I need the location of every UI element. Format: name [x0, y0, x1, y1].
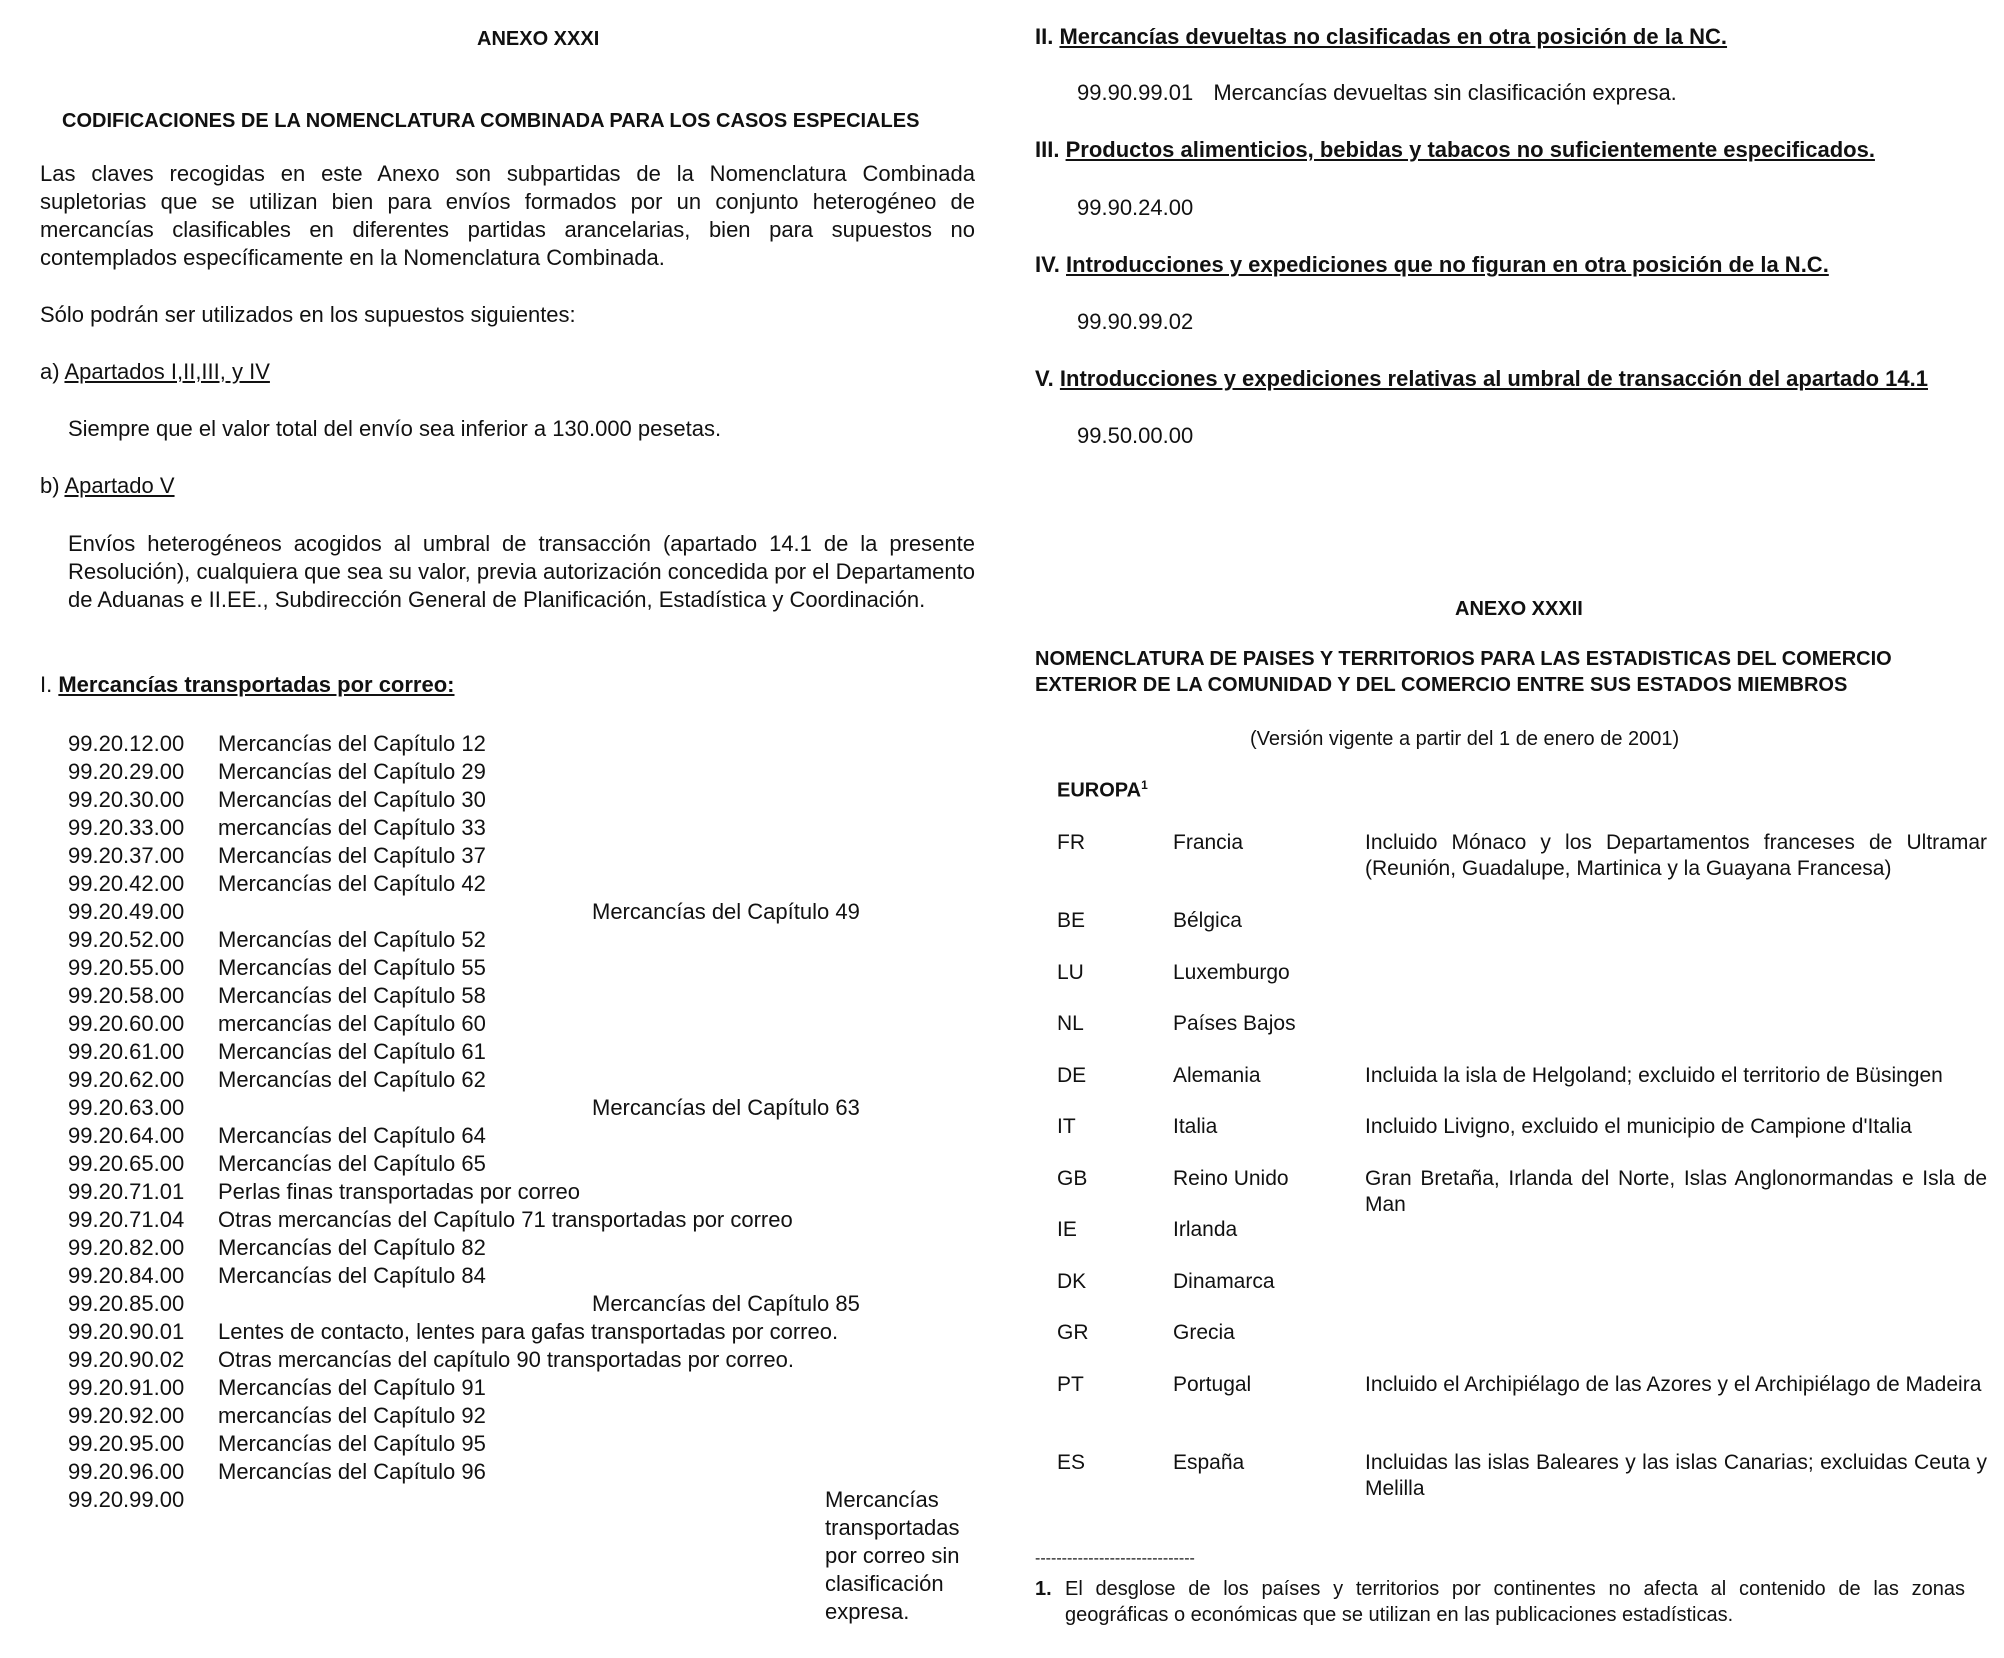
country-name: Francia — [1173, 831, 1244, 854]
country-name: Alemania — [1173, 1064, 1261, 1087]
code: 99.20.85.00 — [68, 1291, 185, 1316]
section1-heading — [40, 672, 455, 698]
description: Otras mercancías del capítulo 90 transportadas por correo. — [218, 1347, 794, 1372]
description: Mercancías del Capítulo 37 — [218, 843, 486, 868]
code: 99.20.30.00 — [68, 787, 185, 812]
code: 99.20.71.01 — [68, 1179, 185, 1204]
case-b-label: Apartado V — [64, 473, 175, 498]
country-note: Incluidas las islas Baleares y las islas Canarias; excluidas Ceuta y Melilla — [1365, 1451, 1987, 1500]
country-code: DE — [1057, 1064, 1087, 1087]
country-note: Incluido Livigno, excluido el municipio de Campione d'Italia — [1365, 1115, 1912, 1138]
description: Mercancías del Capítulo 95 — [218, 1431, 486, 1456]
description: Mercancías del Capítulo 61 — [218, 1039, 486, 1064]
description: Mercancías del Capítulo 12 — [218, 731, 486, 756]
description: Otras mercancías del Capítulo 71 transportadas por correo — [218, 1207, 793, 1232]
description: Lentes de contacto, lentes para gafas transportadas por correo. — [218, 1319, 839, 1344]
code: 99.20.42.00 — [68, 871, 185, 896]
section5-heading — [1035, 366, 1928, 392]
code: 99.20.92.00 — [68, 1403, 185, 1428]
code: 99.20.33.00 — [68, 815, 185, 840]
code: 99.20.60.00 — [68, 1011, 185, 1036]
country-name: Luxemburgo — [1173, 961, 1290, 984]
section2-prefix: II. — [1035, 24, 1054, 49]
country-code: ES — [1057, 1451, 1086, 1474]
country-code: IE — [1057, 1218, 1077, 1241]
country-name: Bélgica — [1173, 909, 1242, 932]
description: Mercancías devueltas sin clasificación expresa. — [1213, 80, 1677, 105]
description: Mercancías del Capítulo 96 — [218, 1459, 486, 1484]
code: 99.20.71.04 — [68, 1207, 185, 1232]
case-a-text: Siempre que el valor total del envío sea inferior a 130.000 pesetas. — [68, 416, 722, 441]
country-name: Dinamarca — [1173, 1270, 1275, 1293]
annex31-intro: Las claves recogidas en este Anexo son subpartidas de la Nomenclatura Combinada supletorias que se utilizan bien para envíos formados por un conjunto heterogéneo de mercancías clasificables en diferentes partidas arancelarias, bien para supuestos no contemplados específicamente en la Nomenclatura Combinada. — [40, 161, 975, 270]
description: Mercancías del Capítulo 58 — [218, 983, 486, 1008]
description: Mercancías del Capítulo 85 — [592, 1291, 860, 1316]
country-name: España — [1173, 1451, 1245, 1474]
annex32-subtitle-1: NOMENCLATURA DE PAISES Y TERRITORIOS PARA LAS ESTADISTICAS DEL COMERCIO — [1035, 648, 1892, 670]
description: Mercancías del Capítulo 52 — [218, 927, 486, 952]
code: 99.20.29.00 — [68, 759, 185, 784]
country-code: IT — [1057, 1115, 1076, 1138]
region-name: EUROPA — [1057, 779, 1142, 802]
section1-label: Mercancías transportadas por correo: — [58, 672, 455, 697]
code: 99.20.95.00 — [68, 1431, 185, 1456]
case-a-prefix: a) — [40, 359, 60, 384]
description: Mercancías del Capítulo 82 — [218, 1235, 486, 1260]
code: 99.20.52.00 — [68, 927, 185, 952]
annex32-subtitle-2: EXTERIOR DE LA COMUNIDAD Y DEL COMERCIO ENTRE SUS ESTADOS MIEMBROS — [1035, 674, 1848, 696]
region-heading — [1057, 778, 1148, 803]
description: Perlas finas transportadas por correo — [218, 1179, 580, 1204]
annex32-title: ANEXO XXXII — [1455, 598, 1583, 620]
section5-code: 99.50.00.00 — [1077, 423, 1194, 448]
case-b-prefix: b) — [40, 473, 60, 498]
country-name: Portugal — [1173, 1373, 1252, 1396]
code: 99.20.64.00 — [68, 1123, 185, 1148]
code: 99.20.96.00 — [68, 1459, 185, 1484]
code: 99.20.58.00 — [68, 983, 185, 1008]
code: 99.20.12.00 — [68, 731, 185, 756]
code: 99.20.65.00 — [68, 1151, 185, 1176]
country-code: GB — [1057, 1167, 1088, 1190]
code: 99.20.90.02 — [68, 1347, 185, 1372]
country-code: GR — [1057, 1321, 1089, 1344]
description: Mercancías del Capítulo 30 — [218, 787, 486, 812]
section4-label: Introducciones y expediciones que no figuran en otra posición de la N.C. — [1066, 252, 1829, 277]
section2-label: Mercancías devueltas no clasificadas en otra posición de la NC. — [1059, 24, 1728, 49]
country-note: Gran Bretaña, Irlanda del Norte, Islas Anglonormandas e Isla de Man — [1365, 1167, 1987, 1216]
description: Mercancías del Capítulo 63 — [592, 1095, 860, 1120]
description-wrapped: Mercancías transportadas por correo sin clasificación expresa. — [825, 1487, 960, 1624]
country-code: PT — [1057, 1373, 1084, 1396]
case-b-text: Envíos heterogéneos acogidos al umbral de transacción (apartado 14.1 de la presente Resolución), cualquiera que sea su valor, previa autorización concedida por el Departamento de Aduanas e II.EE., Subdirección General de Planificación, Estadística y Coordinación. — [68, 531, 975, 612]
annex31-title: ANEXO XXXI — [477, 28, 600, 50]
country-name: Italia — [1173, 1115, 1218, 1138]
only-used-text: Sólo podrán ser utilizados en los supuestos siguientes: — [40, 302, 576, 327]
footnote-marker: 1 — [1141, 778, 1148, 792]
annex31-subtitle: CODIFICACIONES DE LA NOMENCLATURA COMBINADA PARA LOS CASOS ESPECIALES — [62, 110, 920, 132]
code: 99.20.82.00 — [68, 1235, 185, 1260]
country-code: FR — [1057, 831, 1085, 854]
country-name: Reino Unido — [1173, 1167, 1289, 1190]
country-name: Grecia — [1173, 1321, 1235, 1344]
code: 99.20.49.00 — [68, 899, 185, 924]
section4-heading — [1035, 252, 1829, 278]
description: Mercancías del Capítulo 55 — [218, 955, 486, 980]
code: 99.20.61.00 — [68, 1039, 185, 1064]
section3-label: Productos alimenticios, bebidas y tabacos no suficientemente especificados. — [1065, 137, 1875, 162]
code: 99.20.90.01 — [68, 1319, 185, 1344]
section3-code: 99.90.24.00 — [1077, 195, 1194, 220]
description: Mercancías del Capítulo 91 — [218, 1375, 486, 1400]
code: 99.20.63.00 — [68, 1095, 185, 1120]
section4-prefix: IV. — [1035, 252, 1060, 277]
section1-prefix: I. — [40, 672, 53, 697]
country-name: Irlanda — [1173, 1218, 1238, 1241]
description: Mercancías del Capítulo 42 — [218, 871, 486, 896]
code: 99.20.91.00 — [68, 1375, 185, 1400]
description: Mercancías del Capítulo 84 — [218, 1263, 486, 1288]
description: mercancías del Capítulo 33 — [218, 815, 486, 840]
code: 99.20.62.00 — [68, 1067, 185, 1092]
description: mercancías del Capítulo 92 — [218, 1403, 486, 1428]
section5-label: Introducciones y expediciones relativas al umbral de transacción del apartado 14.1 — [1059, 366, 1929, 391]
case-b-heading — [40, 473, 175, 499]
code: 99.20.55.00 — [68, 955, 185, 980]
footnote-number: 1. — [1035, 1578, 1052, 1600]
annex32-version: (Versión vigente a partir del 1 de enero de 2001) — [1250, 728, 1680, 750]
country-name: Países Bajos — [1173, 1012, 1296, 1035]
description: Mercancías del Capítulo 62 — [218, 1067, 486, 1092]
country-note: Incluida la isla de Helgoland; excluido el territorio de Büsingen — [1365, 1064, 1943, 1087]
code: 99.20.37.00 — [68, 843, 185, 868]
description: Mercancías del Capítulo 29 — [218, 759, 486, 784]
country-code: NL — [1057, 1012, 1084, 1035]
country-code: LU — [1057, 961, 1084, 984]
section4-code: 99.90.99.02 — [1077, 309, 1194, 334]
code: 99.90.99.01 — [1077, 80, 1194, 105]
case-a-label: Apartados I,II,III, y IV — [64, 359, 270, 384]
section2-heading — [1035, 24, 1727, 50]
country-code: DK — [1057, 1270, 1087, 1293]
footnote-rule: ------------------------------ — [1035, 1550, 1195, 1567]
country-note: Incluido el Archipiélago de las Azores y el Archipiélago de Madeira — [1365, 1373, 1982, 1396]
code: 99.20.99.00 — [68, 1487, 185, 1512]
section2-item — [1077, 80, 1677, 106]
code: 99.20.84.00 — [68, 1263, 185, 1288]
case-a-heading — [40, 359, 270, 385]
description: Mercancías del Capítulo 65 — [218, 1151, 486, 1176]
description: mercancías del Capítulo 60 — [218, 1011, 486, 1036]
footnote-text: El desglose de los países y territorios por continentes no afecta al contenido de las zonas geográficas o económicas que se utilizan en las publicaciones estadísticas. — [1065, 1578, 1965, 1626]
section5-prefix: V. — [1035, 366, 1054, 391]
description: Mercancías del Capítulo 49 — [592, 899, 860, 924]
country-code: BE — [1057, 909, 1086, 932]
section3-prefix: III. — [1035, 137, 1060, 162]
country-note: Incluido Mónaco y los Departamentos franceses de Ultramar (Reunión, Guadalupe, Martinica y la Guayana Francesa) — [1365, 831, 1987, 880]
section3-heading — [1035, 137, 1875, 163]
description: Mercancías del Capítulo 64 — [218, 1123, 486, 1148]
